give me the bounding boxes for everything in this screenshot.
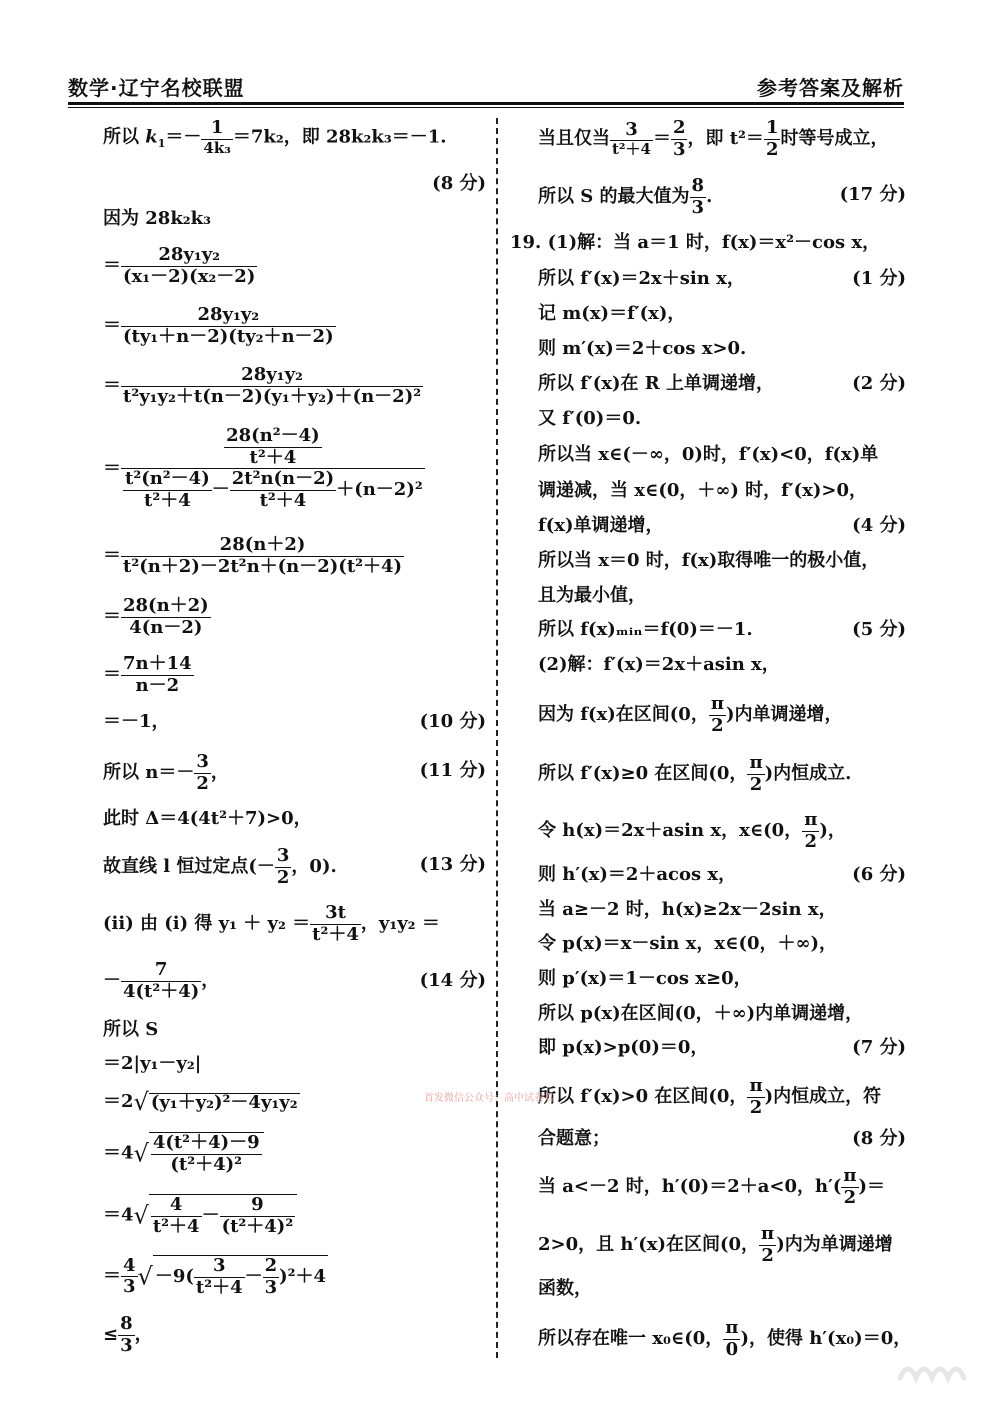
line-k1: 所以 $k_1=-$ $\frac{1}{\text{4k₃}}$ ＝7k₂，即 28k₂k₃＝－1.: [103, 117, 447, 157]
fraction: [121, 535, 404, 577]
r-line-6: 则 m′(x)＝2＋cos x>0.: [538, 338, 747, 359]
r-line-8: 又 f′(0)＝0.: [538, 408, 642, 429]
fraction: [230, 469, 336, 511]
fraction: [841, 1166, 858, 1208]
r-line-10: 调递减，当 x∈(0，＋∞) 时，f′(x)>0，: [538, 480, 867, 501]
text: ＝4: [103, 1142, 134, 1164]
step-8: ＝－1，: [103, 711, 170, 732]
radicand: [153, 1255, 328, 1298]
numerator: π: [761, 1223, 775, 1244]
radical-sign: √: [133, 1088, 149, 1116]
denominator: 2: [765, 138, 779, 160]
r-line-15: (2)解：f′(x)＝2x＋asin x，: [538, 654, 780, 675]
numerator: 3: [196, 751, 209, 772]
step-s5: ＝ $\frac{4}{3}$ √ －9( $\frac{3}{\text{t²＋4}}$ － $\frac{2}{3}$ )²＋4: [103, 1254, 327, 1298]
numerator: 1: [201, 118, 232, 140]
fraction: [121, 365, 423, 407]
text: ，: [134, 1324, 153, 1346]
text: (ii) 由 (i) 得 y₁ ＋ y₂ ＝: [103, 913, 311, 935]
fraction: [310, 903, 361, 945]
denominator: t²＋4: [144, 490, 191, 512]
r-line-12: 所以当 x＝0 时，f(x)取得唯一的极小值，: [538, 550, 880, 571]
r-line-28: [538, 1224, 893, 1266]
denominator: 2: [843, 1186, 857, 1208]
r-line-23: 所以 p(x)在区间(0，＋∞)内单调递增，: [538, 1003, 864, 1024]
numerator: 28(n²－4): [226, 425, 320, 446]
denominator: 2: [749, 1096, 763, 1118]
denominator: 2: [711, 714, 724, 736]
text: )，使得 h′(x₀)＝0，: [740, 1328, 912, 1350]
text: )＝: [858, 1176, 886, 1198]
denominator: t²＋4: [612, 140, 651, 159]
line-max: [538, 176, 712, 218]
text: ＋(n－2)²: [336, 479, 423, 501]
line-fixed-point: [103, 846, 337, 888]
text: －: [244, 1266, 263, 1288]
text: ＝: [652, 128, 671, 150]
fraction: [747, 753, 764, 795]
numerator: 4(t²＋4)－9: [152, 1132, 260, 1153]
corner-logo: [896, 1356, 976, 1386]
text: 所以 S 的最大值为: [538, 186, 690, 208]
fraction: [118, 1314, 135, 1356]
fraction: [194, 752, 211, 794]
denominator: t²y₁y₂＋t(n－2)(y₁＋y₂)＋(n－2)²: [123, 385, 422, 407]
radical-sign: √: [137, 1262, 153, 1291]
text: )内恒成立，符: [764, 1086, 882, 1108]
line-so-s: 所以 S: [103, 1019, 159, 1040]
radicand: (y₁＋y₂)²－4y₁y₂: [150, 1091, 298, 1113]
r-line-9: 所以当 x∈(－∞，0)时，f′(x)<0，f(x)单: [538, 444, 879, 465]
score-5: (5 分): [852, 619, 906, 640]
line-because: 因为 28k₂k₃: [103, 208, 212, 229]
fraction: [194, 1256, 245, 1298]
fraction: [275, 846, 292, 888]
score-17: (17 分): [839, 184, 906, 205]
score-6: (6 分): [852, 864, 906, 885]
denominator: t²＋4: [312, 923, 359, 945]
fraction: [121, 1256, 138, 1298]
fraction: [121, 305, 336, 347]
denominator: (t²＋4)²: [221, 1215, 294, 1237]
fraction: [759, 1224, 776, 1266]
fraction: [220, 1195, 296, 1237]
score-1: (1 分): [852, 268, 906, 289]
text: 令 h(x)＝2x＋asin x，x∈(0，: [538, 820, 803, 842]
r-line-18: [538, 810, 846, 852]
line-delta: 此时 Δ＝4(4t²＋7)>0，: [103, 808, 312, 829]
text: )内单调递增，: [726, 704, 843, 726]
numerator: 4: [123, 1254, 136, 1276]
denominator: 2: [749, 773, 763, 795]
numerator: 8: [120, 1313, 133, 1334]
step-5: ＝ $\frac{28(n+2)}{\text{t²(n＋2)－2t²n＋(n－2)(t²＋4)}}$: [103, 534, 403, 577]
numerator: 3t: [310, 903, 361, 925]
text: 所以 n＝－: [103, 762, 195, 784]
r-line-5: 记 m(x)＝f′(x)，: [538, 303, 686, 324]
r-line-11: f(x)单调递增，: [538, 515, 664, 536]
r-line-16: [538, 694, 843, 736]
step-s6: [103, 1314, 153, 1356]
numerator: π: [843, 1165, 857, 1186]
line-n: [103, 752, 229, 794]
denominator: (ty₁＋n－2)(ty₂＋n－2): [123, 325, 334, 347]
header-subject: 数学·辽宁名校联盟: [68, 76, 245, 100]
r-line-7: 所以 f′(x)在 R 上单调递增，: [538, 373, 775, 394]
radical-sign: √: [133, 1139, 149, 1168]
r-line-20: 当 a≥－2 时，h(x)≥2x－2sin x，: [538, 899, 837, 920]
text: －9(: [154, 1266, 194, 1288]
numerator: 9: [220, 1195, 296, 1217]
score-7: (7 分): [852, 1037, 906, 1058]
denominator: 0: [725, 1338, 739, 1360]
denominator: t²＋4: [152, 1215, 200, 1237]
r-line-17: [538, 753, 851, 795]
text: ＝4: [103, 1204, 134, 1226]
step-s4: [103, 1194, 297, 1237]
denominator: t²(n＋2)－2t²n＋(n－2)(t²＋4): [123, 555, 403, 577]
line-vieta: [103, 903, 440, 945]
header-title: 参考答案及解析: [757, 76, 904, 100]
text: 时等号成立，: [780, 128, 889, 150]
radicand: [149, 1132, 264, 1175]
radicand: [149, 1194, 297, 1237]
denominator: t²＋4: [259, 490, 307, 512]
denominator: 2: [761, 1244, 774, 1266]
numerator: 3: [194, 1256, 245, 1278]
score-14: (14 分): [419, 970, 486, 991]
text: 因为 f(x)在区间(0，: [538, 704, 709, 726]
text: )内为单调递增: [776, 1234, 893, 1256]
step-s3: [103, 1132, 264, 1175]
step-1: ＝ $\frac{\text{28y₁y₂}}{\text{(x₁－2)(x₂－2)}}$: [103, 244, 256, 287]
radical-sign: √: [133, 1201, 149, 1230]
text: )²＋4: [279, 1266, 327, 1288]
fraction: [151, 1133, 262, 1175]
text: 所以: [103, 126, 146, 148]
text: ，: [201, 970, 220, 992]
text: .: [706, 186, 713, 208]
r-line-30: [538, 1318, 911, 1360]
numerator: 1: [765, 117, 779, 138]
r-line-14: 所以 f(x)ₘᵢₙ＝f(0)＝－1.: [538, 619, 753, 640]
denominator: 3: [691, 196, 705, 218]
score-8-right: (8 分): [852, 1128, 906, 1149]
numerator: 8: [691, 175, 705, 196]
score-2: (2 分): [852, 373, 906, 394]
problem-19-start: 19. (1)解：当 a＝1 时，f(x)＝x²－cos x，: [510, 232, 881, 253]
text: 所以 f′(x)>0 在区间(0，: [538, 1086, 748, 1108]
fraction: [723, 1318, 740, 1360]
numerator: 7n＋14: [123, 653, 192, 674]
page-header: [68, 72, 904, 102]
denominator: n－2: [135, 674, 180, 696]
fraction: [802, 810, 819, 852]
text: －: [211, 479, 230, 501]
denominator: 3: [123, 1276, 136, 1298]
r-line-24: 即 p(x)>p(0)＝0，: [538, 1037, 709, 1058]
step-3: ＝ $\frac{\text{28y₁y₂}}{\text{t²y₁y₂＋t(n－2)(y₁＋y₂)＋(n－2)²}}$: [103, 364, 422, 407]
r-line-13: 且为最小值，: [538, 585, 646, 606]
step-4: ＝ $\frac{\text{28(n²－4)}}{\text{t²＋4}}$ $\frac{\text{t²(n²－4)}}{\text{t²＋4}}$ － $\frac{\text{2t²n(n－2)}}{\text{t²＋4}}$ ＋(n－2)²: [103, 425, 423, 512]
score-13: (13 分): [419, 854, 486, 875]
r-line-29: 函数，: [538, 1278, 592, 1299]
numerator: [121, 426, 425, 469]
step-s2: [103, 1090, 300, 1114]
denominator: 2: [804, 830, 818, 852]
numerator: π: [725, 1317, 739, 1338]
numerator: 28y₁y₂: [121, 365, 423, 387]
fraction: [709, 694, 726, 736]
text: ，y₁y₂ ＝: [360, 913, 440, 935]
fraction: [224, 426, 322, 468]
score-11: (11 分): [419, 760, 486, 781]
text: ＝2: [103, 1091, 134, 1112]
score-10: (10 分): [419, 711, 486, 732]
numerator: 28(n＋2): [121, 535, 404, 557]
line-product: [103, 960, 219, 1002]
numerator: 7: [121, 960, 201, 982]
text: ，: [210, 762, 229, 784]
numerator: 2: [672, 117, 686, 138]
watermark: 首发微信公众号：高中试卷君: [424, 1093, 554, 1104]
line-equality: [538, 118, 888, 160]
denominator: 3: [264, 1276, 278, 1298]
fraction: [121, 654, 194, 696]
r-line-22: 则 p′(x)＝1－cos x≥0，: [538, 968, 752, 989]
r-line-25: [538, 1076, 881, 1118]
text: 故直线 l 恒过定点(－: [103, 856, 275, 878]
numerator: π: [804, 809, 818, 830]
r-line-26: 合题意；: [538, 1128, 610, 1149]
text: －: [201, 1205, 220, 1227]
denominator: 4(t²＋4): [123, 980, 200, 1002]
r-line-19: 则 h′(x)＝2＋acos x，: [538, 864, 737, 885]
text: 2>0，且 h′(x)在区间(0，: [538, 1234, 760, 1256]
denominator: (t²＋4)²: [170, 1153, 243, 1175]
denominator: 2: [276, 866, 290, 888]
fraction: [263, 1256, 280, 1298]
numerator: π: [749, 752, 763, 773]
denominator: 4(n－2): [129, 616, 203, 638]
fraction: [151, 1195, 202, 1237]
numerator: 3: [276, 845, 290, 866]
text: －: [103, 970, 121, 992]
text: 所以 f′(x)≥0 在区间(0，: [538, 763, 748, 785]
fraction: [121, 596, 211, 638]
text: )，: [819, 820, 846, 842]
denominator: t²＋4: [195, 1276, 243, 1298]
fraction: [121, 245, 257, 287]
score-8: (8 分): [432, 173, 486, 194]
numerator: 28y₁y₂: [121, 305, 336, 327]
numerator: t²(n²－4): [125, 468, 210, 490]
r-line-27: [538, 1166, 885, 1208]
text: 所以存在唯一 x₀∈(0，: [538, 1328, 724, 1350]
fraction: [121, 960, 201, 1002]
numerator: 2t²n(n－2): [231, 468, 335, 490]
numerator: 4: [151, 1195, 202, 1217]
step-s1: ＝2|y₁－y₂|: [103, 1053, 202, 1074]
denominator: t²＋4: [249, 446, 297, 468]
numerator: 28y₁y₂: [121, 245, 257, 267]
header-rule-thin: [68, 107, 904, 108]
header-rule: [68, 102, 904, 105]
score-4: (4 分): [852, 515, 906, 536]
fraction: [123, 469, 212, 511]
denominator: 4k₃: [203, 138, 231, 157]
denominator: 3: [120, 1334, 133, 1356]
complex-fraction: [121, 426, 425, 512]
numerator: π: [710, 693, 725, 714]
text: )内恒成立.: [764, 763, 852, 785]
fraction: [764, 118, 781, 160]
fraction: [747, 1076, 764, 1118]
text: ，即 t²＝: [687, 128, 764, 150]
text: 当 a<－2 时，h′(0)＝2＋a<0，h′(: [538, 1176, 842, 1198]
numerator: 28(n＋2): [123, 595, 209, 616]
numerator: 2: [264, 1255, 278, 1276]
r-line-21: 令 p(x)＝x－sin x，x∈(0，＋∞)，: [538, 933, 838, 954]
numerator: π: [749, 1075, 763, 1096]
text: 当且仅当: [538, 128, 610, 150]
step-7: ＝ $\frac{7n+14}{n-2}$: [103, 653, 192, 696]
fraction: [690, 176, 707, 218]
fraction: [610, 120, 653, 159]
r-line-4: 所以 f′(x)＝2x＋sin x，: [538, 268, 745, 289]
text: ≤: [103, 1324, 119, 1346]
denominator: (x₁－2)(x₂－2): [123, 265, 256, 287]
text: ＝7k₂，即 28k₂k₃＝－1.: [232, 126, 447, 148]
denominator: [121, 469, 425, 511]
numerator: 3: [610, 120, 653, 142]
denominator: 2: [196, 772, 209, 794]
step-2: ＝ $\frac{\text{28y₁y₂}}{\text{(ty₁＋n－2)(ty₂＋n－2)}}$: [103, 304, 334, 347]
step-6: ＝ $\frac{28(n+2)}{4(n-2)}$: [103, 595, 209, 638]
fraction: [671, 118, 688, 160]
text: ＝－: [165, 126, 202, 148]
text: ，0).: [291, 856, 337, 878]
column-divider: [496, 118, 498, 1358]
fraction: [201, 118, 232, 157]
denominator: 3: [672, 138, 686, 160]
